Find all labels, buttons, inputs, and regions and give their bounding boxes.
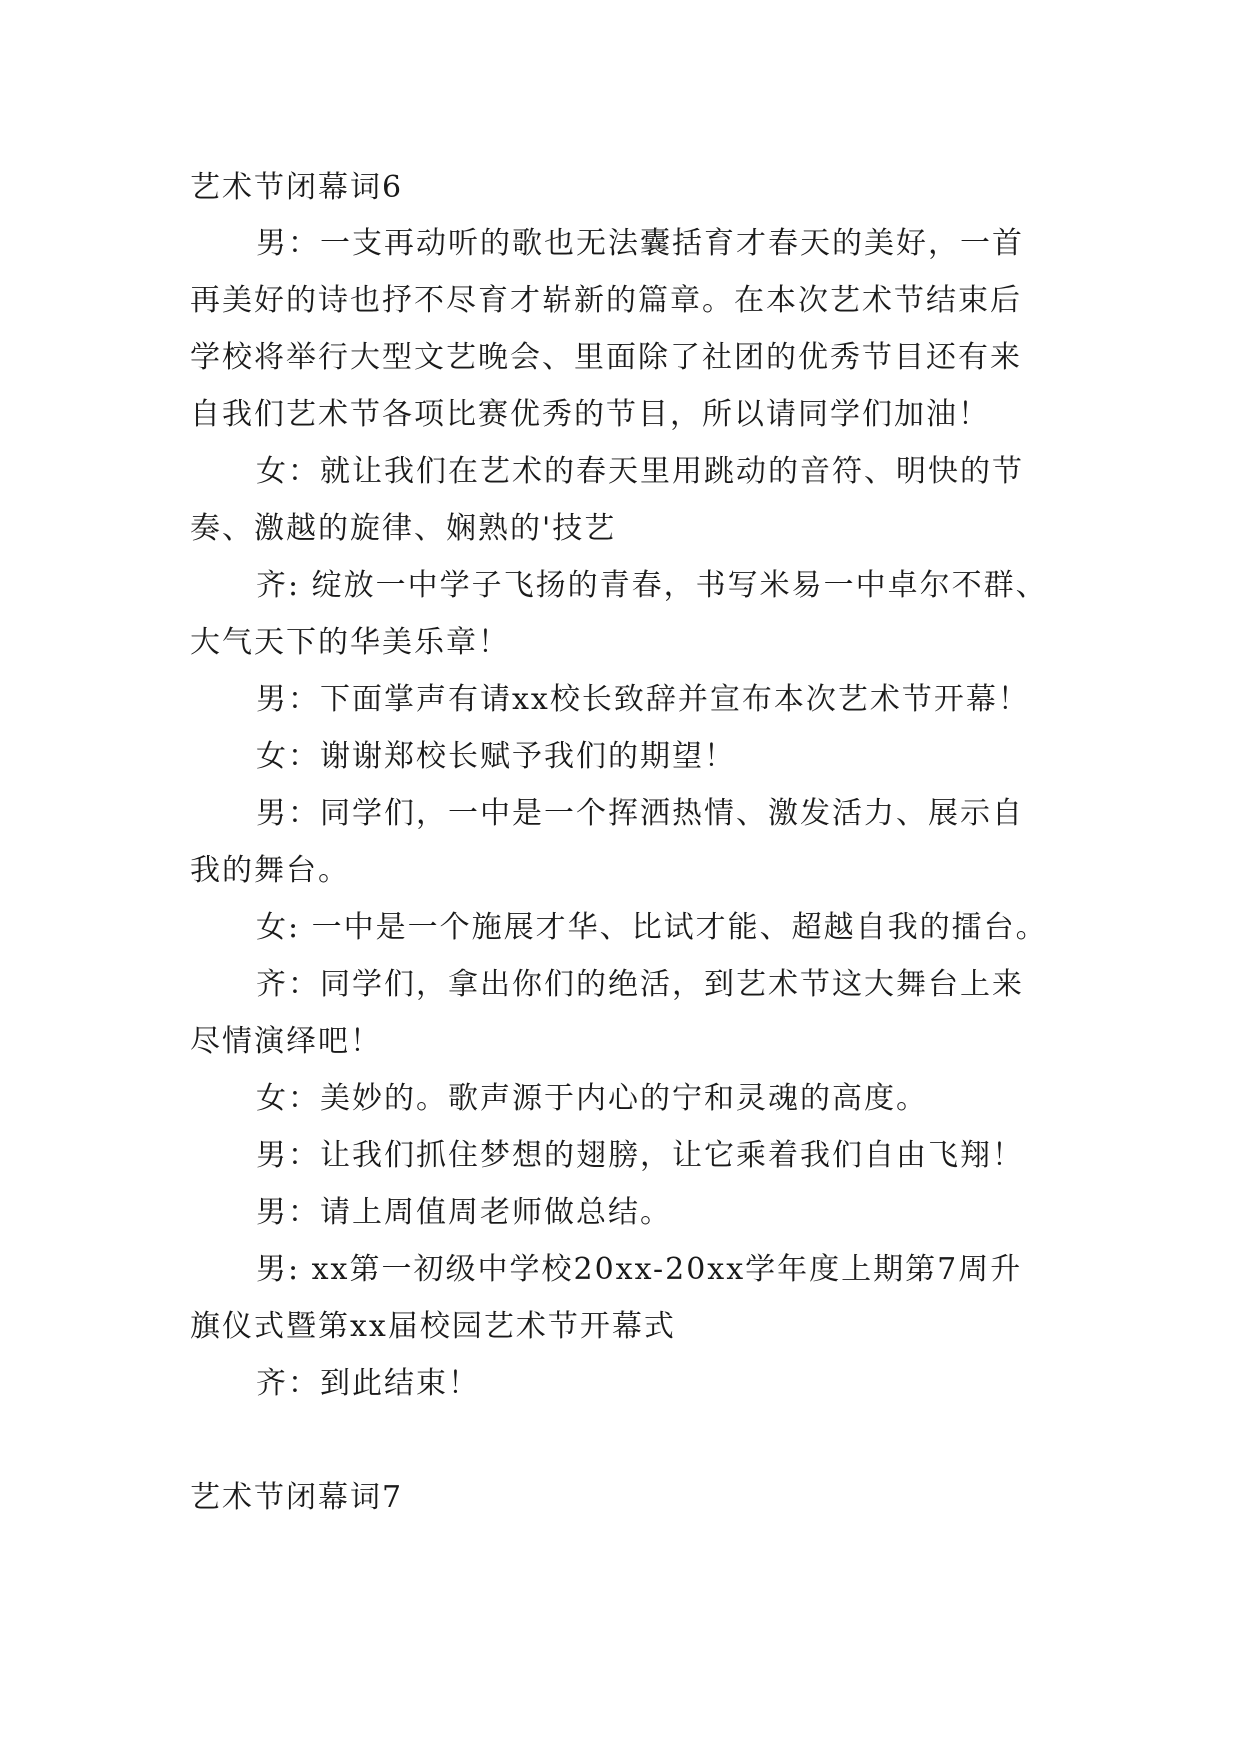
paragraph-line-20: 旗仪式暨第xx届校园艺术节开幕式 [190,1309,676,1344]
paragraph-line-4: 自我们艺术节各项比赛优秀的节目，所以请同学们加油！ [190,397,990,432]
paragraph-line-21: 齐：到此结束！ [256,1366,480,1401]
paragraph-line-2: 再美好的诗也抒不尽育才崭新的篇章。在本次艺术节结束后 [190,283,1022,318]
paragraph-line-15: 尽情演绎吧！ [190,1024,382,1059]
paragraph-line-14: 齐：同学们，拿出你们的绝活，到艺术节这大舞台上来 [256,967,1024,1002]
paragraph-line-19: 男: xx第一初级中学校20xx-20xx学年度上期第7周升 [256,1252,1023,1287]
paragraph-line-3: 学校将举行大型文艺晚会、里面除了社团的优秀节目还有来 [190,340,1022,375]
paragraph-line-7: 齐: 绽放一中学子飞扬的青春，书写米易一中卓尔不群、 [256,568,1048,603]
paragraph-line-5: 女：就让我们在艺术的春天里用跳动的音符、明快的节 [256,454,1024,489]
paragraph-line-13: 女: 一中是一个施展才华、比试才能、超越自我的擂台。 [256,910,1048,945]
section-heading-6: 艺术节闭幕词6 [190,170,404,205]
paragraph-line-17: 男：让我们抓住梦想的翅膀，让它乘着我们自由飞翔！ [256,1138,1024,1173]
paragraph-line-12: 我的舞台。 [190,853,350,888]
paragraph-line-6: 奏、激越的旋律、娴熟的'技艺 [190,511,617,546]
paragraph-line-1: 男：一支再动听的歌也无法囊括育才春天的美好，一首 [256,226,1024,261]
paragraph-line-8: 大气天下的华美乐章！ [190,625,510,660]
section-heading-7: 艺术节闭幕词7 [190,1480,404,1515]
paragraph-line-10: 女：谢谢郑校长赋予我们的期望！ [256,739,736,774]
paragraph-line-18: 男：请上周值周老师做总结。 [256,1195,672,1230]
paragraph-line-11: 男：同学们，一中是一个挥洒热情、激发活力、展示自 [256,796,1024,831]
paragraph-line-9: 男：下面掌声有请xx校长致辞并宣布本次艺术节开幕！ [256,682,1030,717]
paragraph-line-16: 女：美妙的。歌声源于内心的宁和灵魂的高度。 [256,1081,928,1116]
